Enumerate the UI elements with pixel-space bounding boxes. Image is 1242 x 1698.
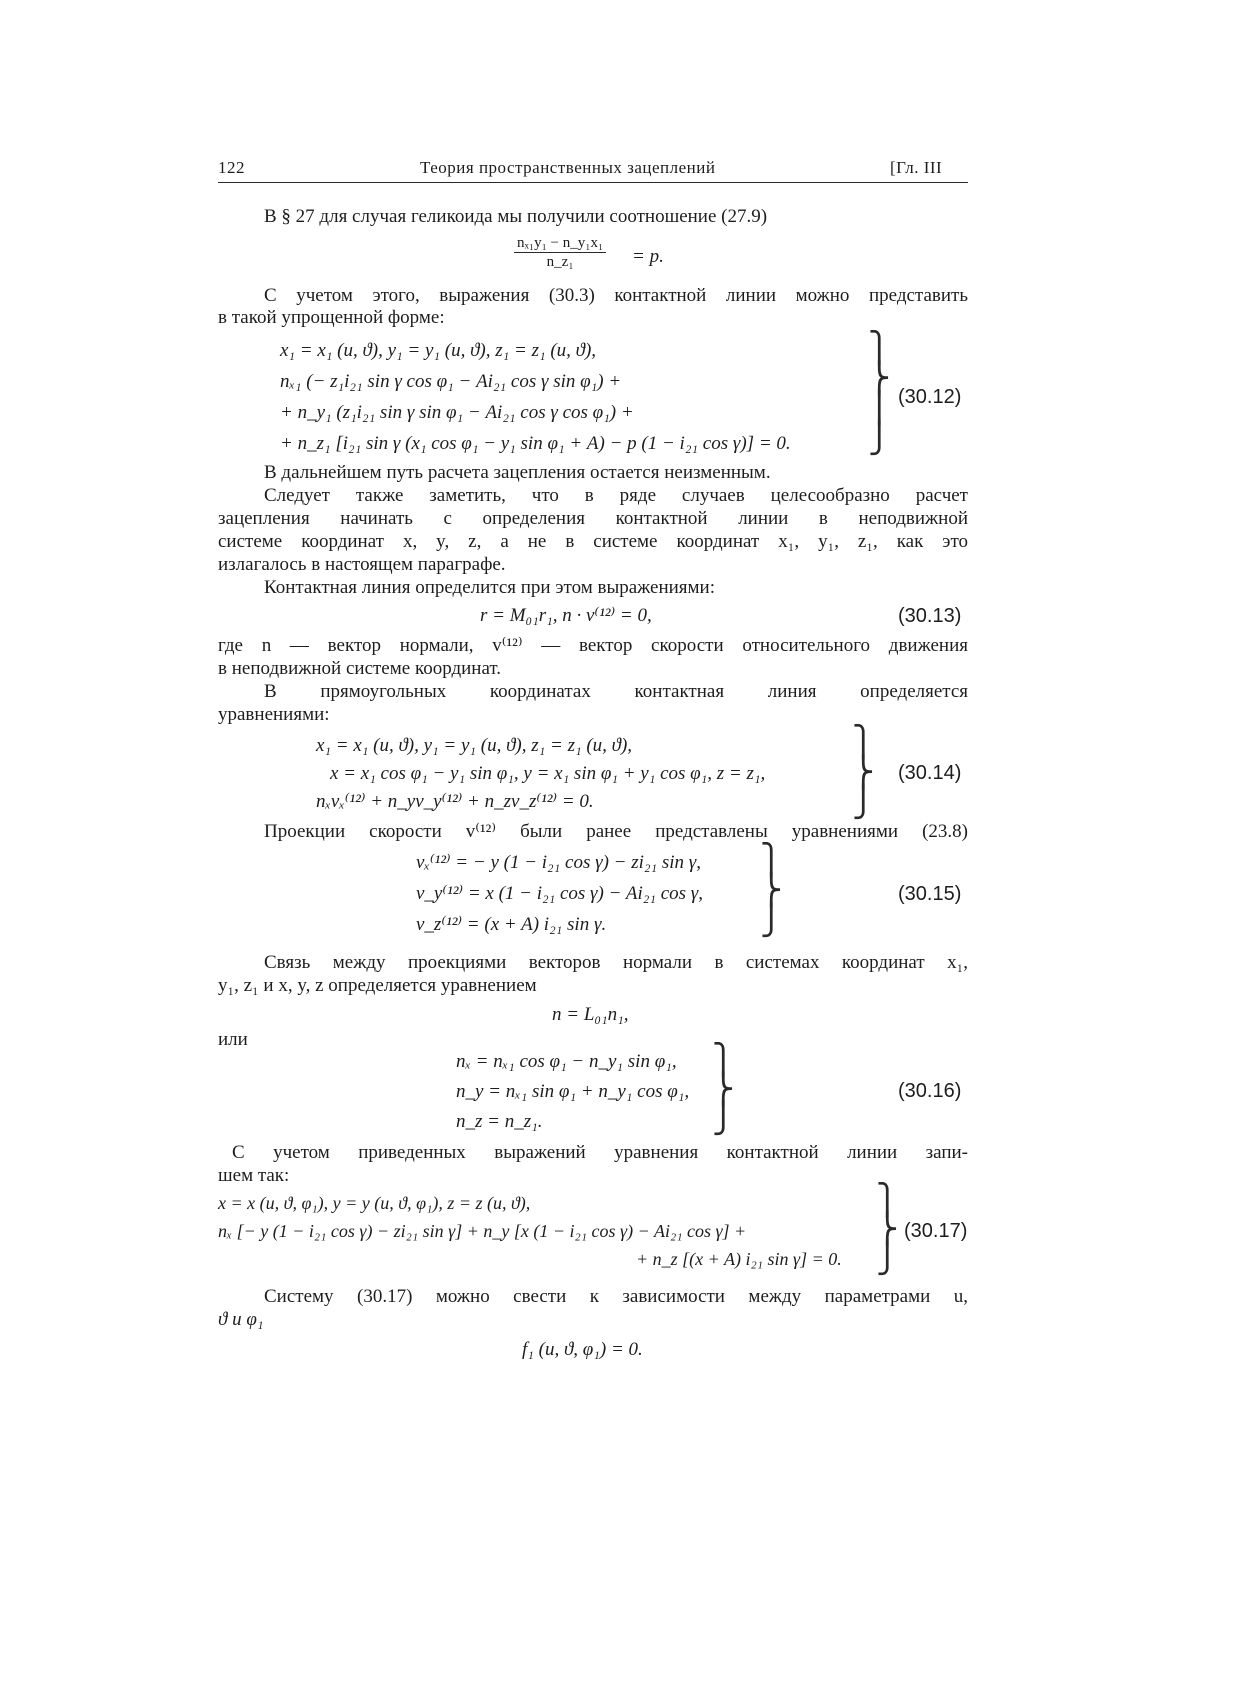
word-ili: или	[218, 1029, 248, 1050]
paragraph-7-line-1: В прямоугольных координатах контактная линия определяется	[264, 681, 968, 702]
paragraph-6-line-2: в неподвижной системе координат.	[218, 658, 502, 679]
equation-30-14-line-3: nₓvₓ⁽¹²⁾ + n_yv_y⁽¹²⁾ + n_zv_z⁽¹²⁾ = 0.	[316, 791, 594, 812]
equation-30-12-line-2: nₓ₁ (− z₁i₂₁ sin γ cos φ₁ − Ai₂₁ cos γ sin φ₁) +	[280, 371, 622, 392]
paragraph-4-line-2: зацепления начинать с определения контактной линии в неподвижной	[218, 508, 968, 529]
equation-30-13: r = M₀₁r₁, n · v⁽¹²⁾ = 0,	[480, 605, 652, 626]
equation-30-15-line-3: v_z⁽¹²⁾ = (x + A) i₂₁ sin γ.	[416, 914, 607, 935]
paragraph-2-line-1: С учетом этого, выражения (30.3) контактной линии можно представить	[264, 285, 968, 306]
equation-27-9-fraction	[514, 234, 606, 271]
equation-30-16-line-2: n_y = nₓ₁ sin φ₁ + n_y₁ cos φ₁,	[456, 1081, 690, 1102]
equation-final: f₁ (u, ϑ, φ₁) = 0.	[522, 1339, 643, 1360]
equation-number-30-15: (30.15)	[898, 883, 962, 905]
equation-30-12-line-3: + n_y₁ (z₁i₂₁ sin γ sin φ₁ − Ai₂₁ cos γ cos φ₁) +	[280, 402, 634, 423]
equation-30-12-line-4: + n_z₁ [i₂₁ sin γ (x₁ cos φ₁ − y₁ sin φ₁ + A) − p (1 − i₂₁ cos γ)] = 0.	[280, 433, 791, 454]
equation-30-15-line-1: vₓ⁽¹²⁾ = − y (1 − i₂₁ cos γ) − zi₂₁ sin γ,	[416, 852, 702, 873]
equation-30-14-line-1: x₁ = x₁ (u, ϑ), y₁ = y₁ (u, ϑ), z₁ = z₁ (u, ϑ),	[316, 735, 633, 756]
equation-number-30-17: (30.17)	[904, 1220, 968, 1242]
paragraph-7-line-2: уравнениями:	[218, 704, 330, 725]
paragraph-10-line-2: шем так:	[218, 1165, 290, 1186]
right-brace-icon: ⎫ ⎬ ⎪ ⎭	[868, 331, 891, 456]
paragraph-11-line-2: ϑ и φ₁	[218, 1309, 264, 1330]
paragraph-2-line-2: в такой упрощенной форме:	[218, 307, 445, 328]
paragraph-11-line-1: Систему (30.17) можно свести к зависимости между параметрами u,	[264, 1286, 968, 1307]
paragraph-9-line-2: y₁, z₁ и x, y, z определяется уравнением	[218, 975, 537, 996]
paragraph-5: Контактная линия определится при этом выражениями:	[264, 577, 715, 598]
running-title: Теория пространственных зацеплений	[420, 158, 716, 177]
equation-30-12-line-1: x₁ = x₁ (u, ϑ), y₁ = y₁ (u, ϑ), z₁ = z₁ (u, ϑ),	[280, 340, 597, 361]
equation-30-17-line-1: x = x (u, ϑ, φ₁), y = y (u, ϑ, φ₁), z = z (u, ϑ),	[218, 1193, 531, 1213]
page-number: 122	[218, 158, 245, 177]
right-brace-icon: ⎫ ⎬ ⎭	[760, 843, 783, 938]
paragraph-6-line-1: где n — вектор нормали, v⁽¹²⁾ — вектор скорости относительного движения	[218, 635, 968, 656]
header-rule	[218, 182, 968, 183]
right-brace-icon: ⎫ ⎬ ⎭	[712, 1043, 735, 1136]
fraction-denominator: n_z₁	[546, 254, 574, 270]
chapter-label: [Гл. III	[890, 158, 943, 177]
equation-30-17-line-2: nₓ [− y (1 − i₂₁ cos γ) − zi₂₁ sin γ] + n_y [x (1 − i₂₁ cos γ) − Ai₂₁ cos γ] +	[218, 1221, 747, 1241]
paragraph-10-line-1: С учетом приведенных выражений уравнения контактной линии запи-	[232, 1142, 968, 1163]
right-brace-icon: ⎫ ⎬ ⎭	[852, 725, 875, 820]
equation-27-9-rhs: = p.	[632, 246, 664, 267]
paragraph-1: В § 27 для случая геликоида мы получили соотношение (27.9)	[264, 206, 768, 227]
equation-number-30-16: (30.16)	[898, 1080, 962, 1102]
paragraph-8: Проекции скорости v⁽¹²⁾ были ранее представлены уравнениями (23.8)	[264, 821, 968, 842]
equation-30-15-line-2: v_y⁽¹²⁾ = x (1 − i₂₁ cos γ) − Ai₂₁ cos γ,	[416, 883, 704, 904]
equation-normal-transform: n = L₀₁n₁,	[552, 1004, 629, 1025]
paragraph-4-line-4: излагалось в настоящем параграфе.	[218, 554, 506, 575]
equation-number-30-13: (30.13)	[898, 605, 962, 627]
equation-number-30-12: (30.12)	[898, 386, 962, 408]
right-brace-icon: ⎫ ⎬ ⎭	[876, 1183, 899, 1276]
equation-30-16-line-3: n_z = n_z₁.	[456, 1111, 543, 1132]
equation-30-14-line-2: x = x₁ cos φ₁ − y₁ sin φ₁, y = x₁ sin φ₁ + y₁ cos φ₁, z = z₁,	[330, 763, 766, 784]
fraction-numerator: nₓ₁y₁ − n_y₁x₁	[514, 234, 606, 253]
equation-30-16-line-1: nₓ = nₓ₁ cos φ₁ − n_y₁ sin φ₁,	[456, 1051, 677, 1072]
paragraph-3: В дальнейшем путь расчета зацепления остается неизменным.	[264, 462, 771, 483]
equation-30-17-line-3: + n_z [(x + A) i₂₁ sin γ] = 0.	[636, 1249, 842, 1269]
paragraph-4-line-3: системе координат x, y, z, а не в системе координат x₁, y₁, z₁, как это	[218, 531, 968, 552]
paragraph-9-line-1: Связь между проекциями векторов нормали в системах координат x₁,	[264, 952, 968, 973]
paragraph-4-line-1: Следует также заметить, что в ряде случаев целесообразно расчет	[264, 485, 968, 506]
equation-number-30-14: (30.14)	[898, 762, 962, 784]
